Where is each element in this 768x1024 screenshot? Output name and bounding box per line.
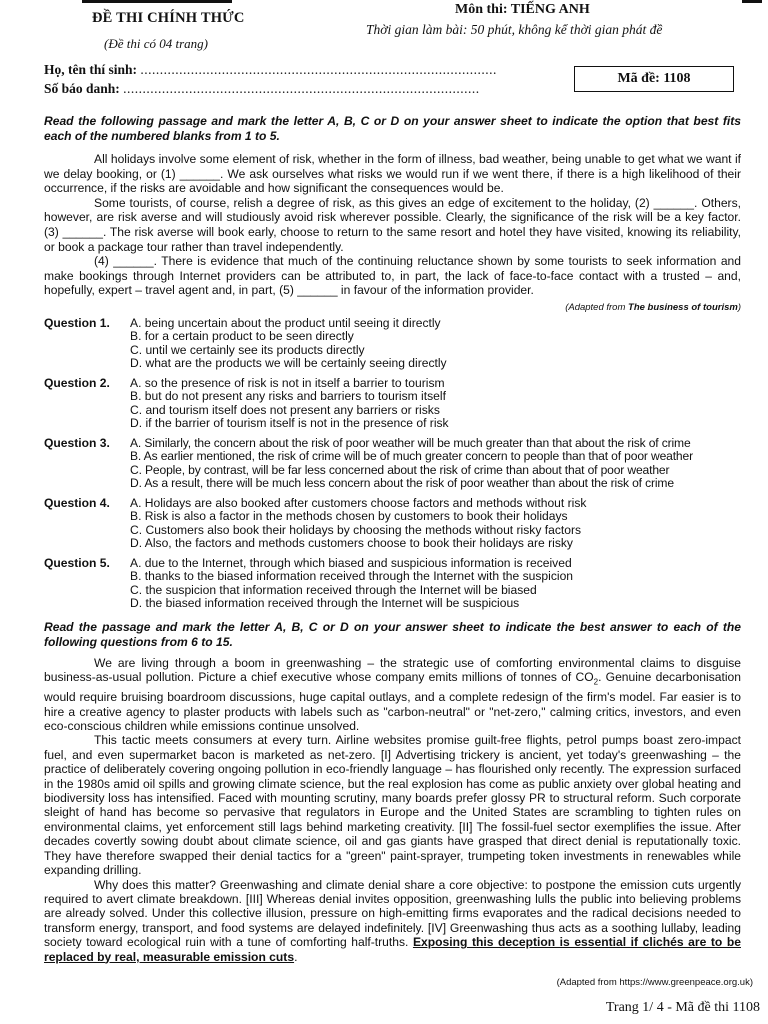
question-4 (44, 497, 744, 551)
p3-text: Why does this matter? Greenwashing and climate denial share a core objective: to postpone the emission cuts urgently required to avert climate breakdown. [III] Whereas denial invites opposition, greenwashing lulls the public into believing problems are already solved. Under this collective illusion, pressure on high-emitting firms evaporates and the radical decisions needed to transform energy, transport, and food systems are delayed indefinitely. [IV] Greenwashing thus acts as a soothing lullaby, leading society toward ecological ruin with a tune of comforting half-truths. (44, 877, 741, 950)
passage1 (44, 152, 741, 298)
option-d: D. the biased information received through the Internet will be suspicious (130, 597, 520, 611)
question-label: Question 3. (44, 436, 110, 450)
option-d: D. what are the products we will be certainly seeing directly (130, 357, 447, 371)
candidate-name-dots: ............................................................................................ (140, 62, 497, 77)
passage1-paragraph-3: (4) ______. There is evidence that much of the continuing reluctance shown by some tourists to seek information and make bookings through Internet providers can be attributed to, in part, the lack of face-to-face contact with a trusted – and, hopefully, expert – travel agent and, in part, (5) ______ in favour of the information provider. (44, 254, 741, 298)
section1-instruction: Read the following passage and mark the letter A, B, C or D on your answer sheet to indicate the option that best fits each of the numbered blanks from 1 to 5. (44, 114, 741, 143)
candidate-id-dots: ............................................................................................ (123, 81, 480, 96)
question-label: Question 5. (44, 556, 110, 570)
p1-text-b: . Genuine decarbonisation would require bruising boardroom discussions, huge capital outlays, and a complete redesign of the firm's model. Far easier is to hire a creative agency to plaster products with labels such as "carbon-neutral" or "net-zero," calming critics, investors, and even eco-conscious children while emissions continue unsolved. (44, 670, 741, 734)
option-a: A. so the presence of risk is not in itself a barrier to tourism (130, 377, 445, 390)
option-a: A. being uncertain about the product until seeing it directly (130, 317, 441, 330)
option-b: B. for a certain product to be seen directly (130, 330, 354, 344)
page-footer: Trang 1/ 4 - Mã đề thi 1108 (605, 1000, 760, 1015)
question-2 (44, 377, 744, 431)
underlined-sentence: Exposing this deception is essential if clichés are to be replaced by real, measurable emission cuts (44, 935, 741, 964)
option-a: A. Similarly, the concern about the risk of poor weather will be much greater than that about the risk of crime (130, 437, 691, 450)
time-limit-note: Thời gian làm bài: 50 phút, không kể thời gian phát đề (366, 22, 663, 37)
section2-instruction: Read the passage and mark the letter A, B, C or D on your answer sheet to indicate the best answer to each of the following questions from 6 to 15. (44, 620, 741, 649)
option-c: C. until we certainly see its products directly (130, 343, 365, 357)
official-exam-label: ĐỀ THI CHÍNH THỨC (92, 10, 245, 26)
option-d: D. if the barrier of tourism itself is not in the presence of risk (130, 417, 449, 431)
question-label: Question 2. (44, 376, 110, 390)
option-b: B. thanks to the biased information received through the Internet with the suspicion (130, 570, 574, 584)
co2-subscript: 2 (593, 677, 599, 687)
source-title: The business of tourism (628, 302, 738, 313)
passage2 (44, 656, 741, 964)
passage1-paragraph-1: All holidays involve some element of risk, whether in the form of illness, bad weather, being unable to get what we want if we delay booking, or (1) ______. We ask ourselves what risks we would run if we went there, if there is a high likelihood of their occurrence, if the risks are avoidable and how significant the consequences would be. (44, 152, 741, 196)
option-d: D. Also, the factors and methods customers choose to book their holidays are risky (130, 537, 573, 551)
page-count-note: (Đề thi có 04 trang) (104, 36, 208, 51)
question-label: Question 1. (44, 316, 110, 330)
passage2-source: (Adapted from https://www.greenpeace.org.uk) (556, 977, 753, 988)
option-b: B. Risk is also a factor in the methods chosen by customers to book their holidays (130, 510, 568, 524)
passage2-paragraph-3 (44, 878, 741, 964)
question-5 (44, 557, 744, 611)
candidate-id-field (44, 81, 480, 97)
candidate-name-field (44, 62, 497, 78)
header-rule-right (742, 0, 762, 3)
p1-text-a: We are living through a boom in greenwashing – the strategic use of comforting environmental claims to disguise business-as-usual pollution. Picture a chief executive whose company emits millions of tonnes of CO (44, 656, 741, 685)
source-suffix: ) (737, 302, 741, 313)
option-a: A. due to the Internet, through which biased and suspicious information is received (130, 557, 572, 570)
option-b: B. As earlier mentioned, the risk of crime will be of much greater concern to people than that of poor weather (130, 450, 693, 464)
passage2-paragraph-1 (44, 656, 741, 733)
source-prefix: (Adapted from (565, 302, 629, 313)
header-rule (82, 0, 232, 3)
candidate-name-label: Họ, tên thí sinh: (44, 62, 138, 77)
question-3 (44, 437, 744, 491)
option-c: C. People, by contrast, will be far less concerned about the risk of crime than about that of poor weather (130, 463, 670, 477)
passage1-source (420, 302, 741, 313)
question-label: Question 4. (44, 496, 110, 510)
exam-code-box: Mã đề: 1108 (574, 66, 734, 92)
option-a: A. Holidays are also booked after customers choose factors and methods without risk (130, 497, 587, 510)
p3-end: . (294, 949, 298, 964)
passage1-paragraph-2: Some tourists, of course, relish a degree of risk, as this gives an edge of excitement to the holiday, (2) ______. Others, however, are risk averse and will studiously avoid risk wherever possible. Clearly, the significance of the risk will be a key factor. (3) ______. The risk averse will book early, choose to return to the same resort and hotel they have visited, knowing its reliability, or book a package tour rather than travel independently. (44, 195, 741, 254)
option-c: C. and tourism itself does not present any barriers or risks (130, 403, 440, 417)
option-c: C. Customers also book their holidays by choosing the methods without risky factors (130, 523, 582, 537)
question-1 (44, 317, 744, 371)
option-b: B. but do not present any risks and barriers to tourism itself (130, 390, 446, 404)
candidate-id-label: Số báo danh: (44, 81, 120, 96)
option-d: D. As a result, there will be much less concern about the risk of poor weather than about the risk of crime (130, 477, 674, 491)
passage2-paragraph-2: This tactic meets consumers at every turn. Airline websites promise guilt-free flights, petrol pumps boast zero-impact fuel, and even supermarket bacon is marketed as net-zero. [I] Advertising trickery is ancient, yet today's greenwashing – the practice of deliberately covering ongoing pollution in eco-friendly language – has flourished only recently. The expression surfaced in the 1980s amid oil spills and growing climate science, but the real explosion has come as public anxiety over global heating and biodiversity loss has intensified. Faced with mounting scrutiny, many boards prefer glossy PR to structural reform. Such corporate sleight of hand has become so pervasive that regulators in Europe and the United States are scrambling to tighten rules on environmental claims, yet enforcement still lags behind marketing creativity. [II] The fossil-fuel sector exemplifies the issue. After decades covertly sowing doubt about climate science, oil and gas giants have grasped that direct denial is reputationally toxic. They have therefore swapped their denial tactics for a "green" paint-sprayer, trumpeting token investments in renewables while expanding drilling. (44, 733, 741, 878)
option-c: C. the suspicion that information received through the Internet will be biased (130, 583, 537, 597)
subject-title: Môn thi: TIẾNG ANH (455, 2, 590, 17)
